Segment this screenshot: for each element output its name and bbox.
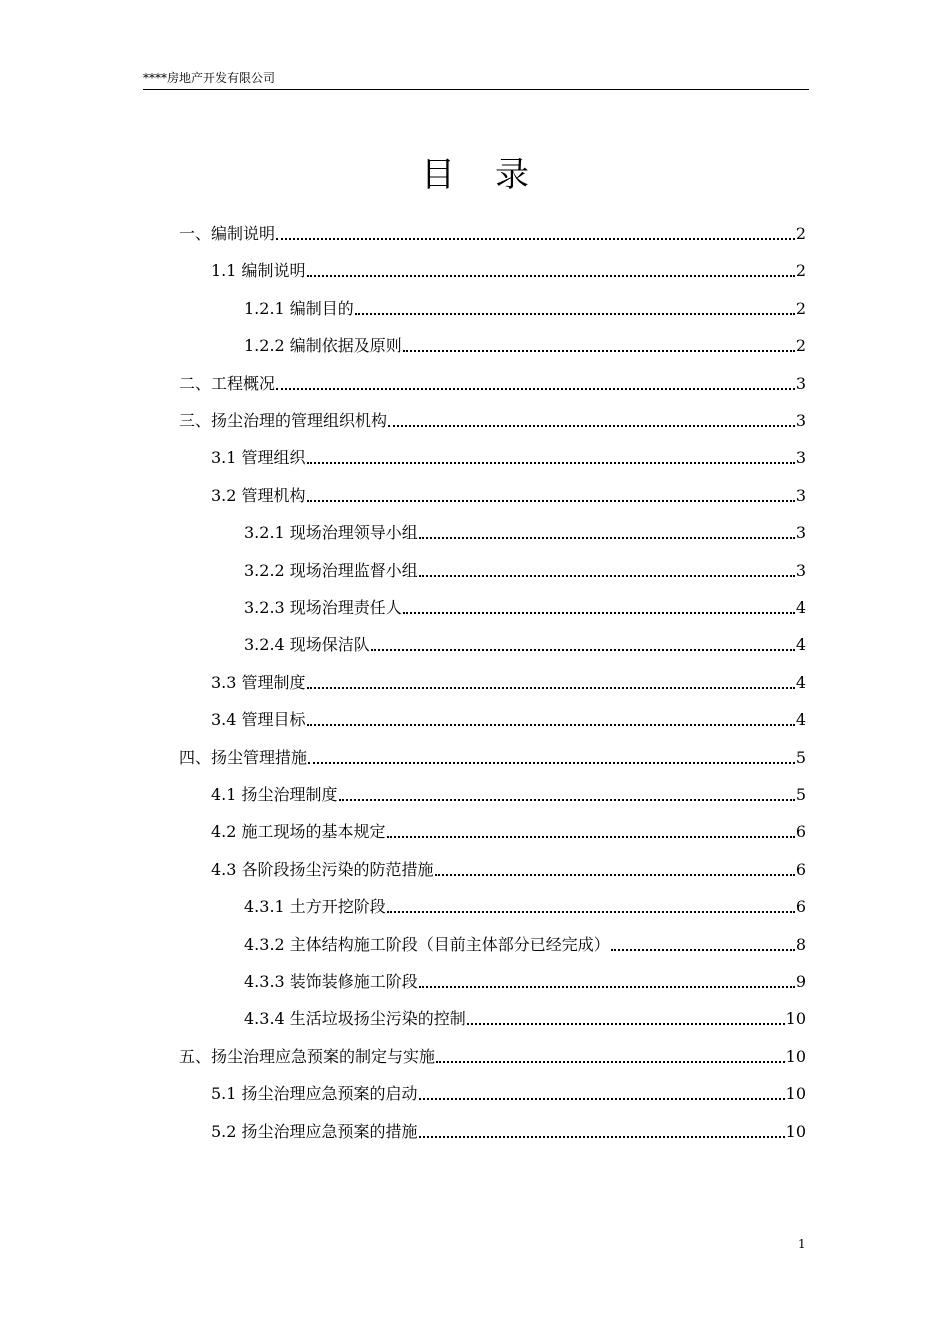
toc-entry[interactable] — [244, 632, 806, 656]
dot-leader — [355, 313, 795, 315]
dot-leader — [308, 762, 795, 764]
toc-entry-title: 3.3 管理制度 — [211, 672, 306, 692]
toc-entry[interactable] — [244, 894, 806, 918]
toc-entry-page: 9 — [795, 972, 806, 991]
dot-leader — [403, 612, 795, 614]
dot-leader — [436, 1061, 785, 1063]
toc-entry-title: 4.1 扬尘治理制度 — [211, 785, 338, 804]
toc-entry-title: 3.4 管理目标 — [211, 710, 306, 730]
toc-entry-page: 2 — [795, 261, 806, 281]
toc-entry[interactable] — [211, 707, 806, 731]
dot-leader — [307, 724, 795, 726]
toc-entry-title: 4.3 各阶段扬尘污染的防范措施 — [211, 859, 434, 879]
toc-entry-page: 10 — [785, 1121, 806, 1141]
dot-leader — [307, 275, 795, 277]
toc-entry[interactable] — [244, 969, 806, 993]
toc-entry-page: 3 — [795, 560, 806, 580]
toc-entry-page: 10 — [785, 1009, 806, 1029]
toc-entry-title: 4.3.1 土方开挖阶段 — [244, 897, 386, 917]
toc-entry-title: 3.2.1 现场治理领导小组 — [244, 523, 418, 543]
toc-entry-page: 4 — [795, 710, 806, 730]
toc-entry-page: 10 — [785, 1084, 806, 1104]
toc-entry-title: 1.2.1 编制目的 — [244, 298, 354, 318]
toc-entry[interactable] — [211, 483, 806, 507]
toc-entry-title: 4.3.3 装饰装修施工阶段 — [244, 972, 418, 991]
toc-entry[interactable] — [211, 258, 806, 282]
dot-leader — [387, 836, 795, 838]
toc-entry[interactable] — [179, 1044, 806, 1068]
toc-entry[interactable] — [179, 408, 806, 432]
toc-entry-title: 4.2 施工现场的基本规定 — [211, 822, 386, 842]
dot-leader — [419, 537, 795, 539]
dot-leader — [403, 350, 795, 352]
toc-entry-page: 6 — [795, 897, 806, 917]
toc-entry[interactable] — [244, 558, 806, 582]
toc-entry[interactable] — [244, 520, 806, 544]
dot-leader — [307, 500, 795, 502]
toc-entry-page: 2 — [795, 298, 806, 318]
toc-entry[interactable] — [179, 221, 806, 245]
toc-entry-title: 5.2 扬尘治理应急预案的措施 — [211, 1121, 418, 1141]
toc-entry-page: 4 — [795, 635, 806, 655]
toc-entry[interactable] — [211, 1119, 806, 1143]
dot-leader — [339, 799, 795, 801]
toc-entry-title: 三、扬尘治理的管理组织机构 — [179, 411, 388, 430]
toc-entry[interactable] — [211, 782, 806, 806]
toc-entry-title: 二、工程概况 — [179, 373, 276, 393]
toc-entry-page: 3 — [795, 411, 806, 430]
toc-entry-page: 4 — [795, 598, 806, 617]
dot-leader — [419, 1098, 785, 1100]
dot-leader — [387, 911, 795, 913]
page-number: 1 — [798, 1237, 806, 1251]
dot-leader — [435, 874, 795, 876]
toc-entry-page: 2 — [795, 336, 806, 356]
toc-entry[interactable] — [211, 819, 806, 843]
toc-entry-page: 5 — [795, 747, 806, 767]
toc-entry[interactable] — [179, 371, 806, 395]
toc-entry-page: 3 — [795, 485, 806, 505]
toc-entry[interactable] — [244, 333, 806, 357]
dot-leader — [467, 1023, 785, 1025]
toc-entry[interactable] — [211, 445, 806, 469]
company-name: ****房地产开发有限公司 — [143, 71, 276, 85]
dot-leader — [307, 687, 795, 689]
toc-title: 目录 — [421, 155, 569, 195]
toc-entry-title: 四、扬尘管理措施 — [179, 747, 308, 767]
dot-leader — [307, 462, 795, 464]
toc-entry-title: 五、扬尘治理应急预案的制定与实施 — [179, 1046, 436, 1066]
page-header — [143, 70, 809, 90]
toc-entry-title: 1.1 编制说明 — [211, 261, 306, 281]
toc-entry-title: 一、编制说明 — [179, 224, 276, 243]
toc-entry-title: 4.3.2 主体结构施工阶段（目前主体部分已经完成） — [244, 934, 610, 954]
toc-entry[interactable] — [244, 932, 806, 956]
toc-entry[interactable] — [244, 1006, 806, 1030]
toc-entry-title: 5.1 扬尘治理应急预案的启动 — [211, 1084, 418, 1104]
dot-leader — [419, 575, 795, 577]
dot-leader — [611, 949, 795, 951]
dot-leader — [276, 238, 795, 240]
toc-entry-title: 3.2.4 现场保洁队 — [244, 635, 370, 655]
toc-entry[interactable] — [211, 857, 806, 881]
toc-entry-title: 3.2.3 现场治理责任人 — [244, 598, 402, 617]
toc-entry-page: 3 — [795, 373, 806, 393]
toc-entry[interactable] — [244, 296, 806, 320]
toc-entry-page: 10 — [785, 1046, 806, 1066]
toc-entry[interactable] — [211, 1081, 806, 1105]
toc-entry-page: 3 — [795, 448, 806, 468]
dot-leader — [419, 986, 795, 988]
dot-leader — [419, 1136, 785, 1138]
toc-entry-page: 5 — [795, 785, 806, 804]
toc-entry-title: 3.1 管理组织 — [211, 448, 306, 468]
toc-entry-page: 8 — [795, 934, 806, 954]
toc-entry-title: 4.3.4 生活垃圾扬尘污染的控制 — [244, 1009, 466, 1029]
dot-leader — [276, 388, 795, 390]
dot-leader — [388, 425, 795, 427]
toc-entry-title: 3.2.2 现场治理监督小组 — [244, 560, 418, 580]
toc-entry[interactable] — [179, 745, 806, 769]
toc-entry-page: 6 — [795, 859, 806, 879]
toc-entry-page: 4 — [795, 672, 806, 692]
toc-entry[interactable] — [211, 670, 806, 694]
toc-entry-page: 3 — [795, 523, 806, 543]
toc-entry[interactable] — [244, 595, 806, 619]
dot-leader — [371, 649, 795, 651]
toc-entry-page: 6 — [795, 822, 806, 842]
toc-entry-title: 1.2.2 编制依据及原则 — [244, 336, 402, 356]
toc-entry-page: 2 — [795, 224, 806, 243]
toc-entry-title: 3.2 管理机构 — [211, 485, 306, 505]
